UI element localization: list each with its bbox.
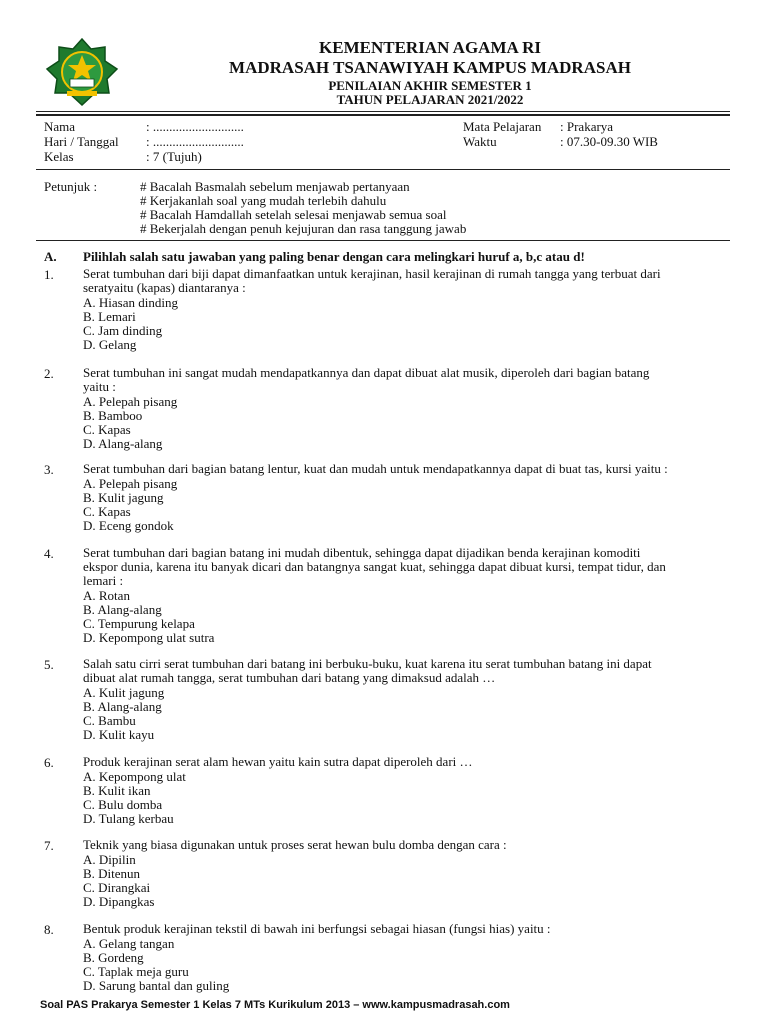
answer-option[interactable]: C. Tempurung kelapa: [83, 616, 195, 631]
answer-option[interactable]: A. Kepompong ulat: [83, 769, 186, 784]
answer-option[interactable]: C. Bambu: [83, 713, 136, 728]
question-number: 7.: [44, 838, 54, 853]
waktu-label: Waktu: [463, 134, 497, 149]
identity-divider: [36, 169, 730, 170]
section-instruction: Pilihlah salah satu jawaban yang paling benar dengan cara melingkari huruf a, b,c atau d!: [83, 249, 585, 264]
question-text: Salah satu cirri serat tumbuhan dari batang ini berbuku-buku, kuat karena itu serat tumbuhan batang ini dapat: [83, 656, 652, 671]
answer-option[interactable]: D. Kepompong ulat sutra: [83, 630, 215, 645]
question-text: Serat tumbuhan dari bagian batang ini mudah dibentuk, sehingga dapat dijadikan benda kerajinan komoditi: [83, 545, 641, 560]
question-text: Serat tumbuhan ini sangat mudah mendapatkannya dan dapat dibuat alat musik, diperoleh dari bagian batang: [83, 365, 650, 380]
answer-option[interactable]: C. Kapas: [83, 422, 131, 437]
answer-option[interactable]: C. Jam dinding: [83, 323, 163, 338]
answer-option[interactable]: A. Pelepah pisang: [83, 394, 178, 409]
question-text: lemari :: [83, 573, 124, 588]
question-number: 4.: [44, 546, 54, 561]
waktu-value: : 07.30-09.30 WIB: [560, 134, 658, 149]
mapel-value: : Prakarya: [560, 119, 614, 134]
answer-option[interactable]: D. Tulang kerbau: [83, 811, 174, 826]
question-number: 5.: [44, 657, 54, 672]
answer-option[interactable]: B. Ditenun: [83, 866, 141, 881]
answer-option[interactable]: B. Alang-alang: [83, 699, 162, 714]
page-footer: Soal PAS Prakarya Semester 1 Kelas 7 MTs Kurikulum 2013 – www.kampusmadrasah.com: [40, 999, 510, 1011]
answer-option[interactable]: B. Alang-alang: [83, 602, 162, 617]
answer-option[interactable]: C. Kapas: [83, 504, 131, 519]
kelas-value: : 7 (Tujuh): [146, 149, 202, 164]
petunjuk-item: # Bekerjalah dengan penuh kejujuran dan rasa tanggung jawab: [140, 221, 467, 236]
question-number: 3.: [44, 462, 54, 477]
answer-option[interactable]: B. Kulit ikan: [83, 783, 151, 798]
question-text: dibuat alat rumah tangga, serat tumbuhan dari batang yang dimaksud adalah …: [83, 670, 496, 685]
academic-year: TAHUN PELAJARAN 2021/2022: [336, 92, 524, 107]
answer-option[interactable]: B. Gordeng: [83, 950, 144, 965]
kemenag-logo-icon: [37, 37, 127, 109]
petunjuk-label: Petunjuk :: [44, 179, 98, 194]
answer-option[interactable]: C. Dirangkai: [83, 880, 151, 895]
question-text: yaitu :: [83, 379, 116, 394]
answer-option[interactable]: D. Eceng gondok: [83, 518, 174, 533]
answer-option[interactable]: B. Lemari: [83, 309, 136, 324]
header-divider-top: [36, 111, 730, 112]
petunjuk-item: # Bacalah Hamdallah setelah selesai menjawab semua soal: [140, 207, 447, 222]
header-divider-bottom: [36, 114, 730, 116]
nama-label: Nama: [44, 119, 76, 134]
petunjuk-item: # Bacalah Basmalah sebelum menjawab pertanyaan: [140, 179, 410, 194]
answer-option[interactable]: D. Alang-alang: [83, 436, 163, 451]
question-text: ekspor dunia, karena itu banyak dicari dan batangnya sangat kuat, sehingga dapat dibuat kursi, tempat tidur, dan: [83, 559, 666, 574]
question-text: Serat tumbuhan dari biji dapat dimanfaatkan untuk kerajinan, hasil kerajinan di rumah tangga yang terbuat dari: [83, 266, 661, 281]
answer-option[interactable]: D. Dipangkas: [83, 894, 155, 909]
petunjuk-item: # Kerjakanlah soal yang mudah terlebih dahulu: [140, 193, 387, 208]
question-text: Teknik yang biasa digunakan untuk proses serat hewan bulu domba dengan cara :: [83, 837, 507, 852]
answer-option[interactable]: A. Pelepah pisang: [83, 476, 178, 491]
question-number: 1.: [44, 267, 54, 282]
question-text: seratyaitu (kapas) diantaranya :: [83, 280, 246, 295]
instructions-divider: [36, 240, 730, 241]
answer-option[interactable]: D. Kulit kayu: [83, 727, 155, 742]
question-number: 2.: [44, 366, 54, 381]
question-number: 8.: [44, 922, 54, 937]
answer-option[interactable]: A. Rotan: [83, 588, 130, 603]
answer-option[interactable]: D. Sarung bantal dan guling: [83, 978, 230, 993]
answer-option[interactable]: A. Dipilin: [83, 852, 136, 867]
nama-field[interactable]: : ............................: [146, 119, 244, 134]
question-text: Bentuk produk kerajinan tekstil di bawah ini berfungsi sebagai hiasan (fungsi hias) yaitu :: [83, 921, 551, 936]
question-number: 6.: [44, 755, 54, 770]
mapel-label: Mata Pelajaran: [463, 119, 542, 134]
hari-tanggal-field[interactable]: : ............................: [146, 134, 244, 149]
answer-option[interactable]: A. Kulit jagung: [83, 685, 165, 700]
answer-option[interactable]: B. Bamboo: [83, 408, 143, 423]
answer-option[interactable]: D. Gelang: [83, 337, 137, 352]
answer-option[interactable]: C. Bulu domba: [83, 797, 163, 812]
section-letter: A.: [44, 249, 57, 264]
answer-option[interactable]: C. Taplak meja guru: [83, 964, 189, 979]
ministry-title: KEMENTERIAN AGAMA RI: [319, 38, 541, 57]
kelas-label: Kelas: [44, 149, 74, 164]
school-name: MADRASAH TSANAWIYAH KAMPUS MADRASAH: [229, 58, 631, 77]
answer-option[interactable]: B. Kulit jagung: [83, 490, 164, 505]
question-text: Serat tumbuhan dari bagian batang lentur, kuat dan mudah untuk mendapatkannya dapat di buat tas, kursi yaitu :: [83, 461, 668, 476]
answer-option[interactable]: A. Hiasan dinding: [83, 295, 178, 310]
answer-option[interactable]: A. Gelang tangan: [83, 936, 175, 951]
question-text: Produk kerajinan serat alam hewan yaitu kain sutra dapat diperoleh dari …: [83, 754, 473, 769]
hari-tanggal-label: Hari / Tanggal: [44, 134, 119, 149]
exam-title: PENILAIAN AKHIR SEMESTER 1: [328, 78, 532, 93]
